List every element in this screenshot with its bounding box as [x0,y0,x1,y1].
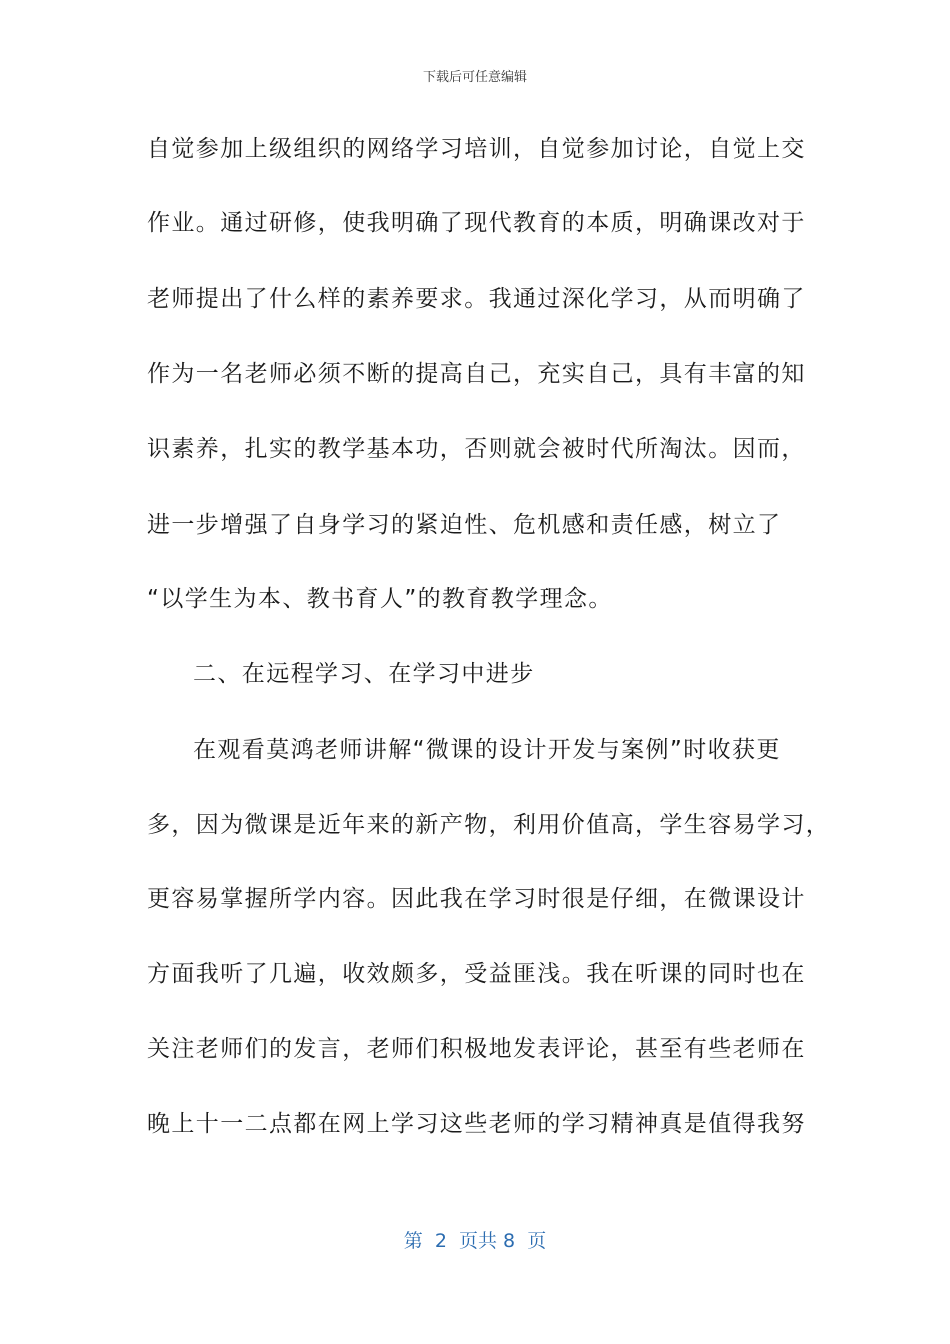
paragraph-line: 识素养，扎实的教学基本功，否则就会被时代所淘汰。因而， [147,436,806,462]
paragraph-line: 在观看莫鸿老师讲解“微课的设计开发与案例”时收获更 [193,737,781,763]
page-header: 下载后可任意编辑 [422,70,527,85]
paragraph-line: “以学生为本、教书育人”的教育教学理念。 [147,586,613,612]
paragraph-line: 老师提出了什么样的素养要求。我通过深化学习，从而明确了 [147,286,806,312]
paragraph-line: 进一步增强了自身学习的紧迫性、危机感和责任感，树立了 [147,512,782,538]
paragraph-line: 作业。通过研修，使我明确了现代教育的本质，明确课改对于 [147,210,806,236]
paragraph-line: 关注老师们的发言，老师们积极地发表评论，甚至有些老师在 [147,1036,806,1062]
paragraph-line: 更容易掌握所学内容。因此我在学习时很是仔细，在微课设计 [147,886,806,912]
paragraph-line: 自觉参加上级组织的网络学习培训，自觉参加讨论，自觉上交 [147,136,806,162]
paragraph-line: 晚上十一二点都在网上学习这些老师的学习精神真是值得我努 [147,1111,806,1137]
paragraph-line: 多，因为微课是近年来的新产物，利用价值高，学生容易学习， [147,812,831,838]
paragraph-line: 作为一名老师必须不断的提高自己，充实自己，具有丰富的知 [147,361,806,387]
paragraph-line: 方面我听了几遍，收效颇多，受益匪浅。我在听课的同时也在 [147,961,806,987]
page-number-footer: 第 2 页共 8 页 [403,1230,547,1252]
section-heading: 二、在远程学习、在学习中进步 [193,661,535,687]
